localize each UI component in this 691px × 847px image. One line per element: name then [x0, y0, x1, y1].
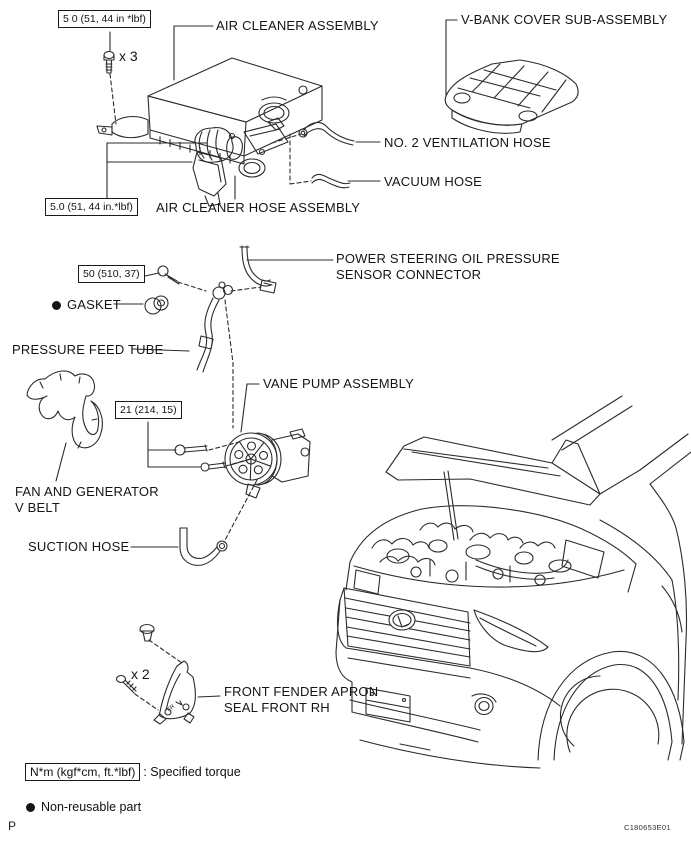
vacuum-hose-drawing	[312, 174, 350, 187]
label-fan-belt-line2: V BELT	[15, 500, 61, 515]
page-letter: P	[8, 819, 17, 833]
label-pressure-feed-tube: PRESSURE FEED TUBE	[12, 342, 164, 357]
air-cleaner-hose-drawing	[195, 118, 288, 177]
label-apron-seal-line2: SEAL FRONT RH	[224, 700, 330, 715]
figure-code: C180653E01	[624, 823, 671, 832]
pressure-feed-tube-drawing	[197, 282, 233, 372]
multiplier-x2: x 2	[131, 666, 150, 682]
label-gasket: GASKET	[67, 297, 121, 312]
label-vacuum-hose: VACUUM HOSE	[384, 174, 483, 189]
label-v-bank-cover: V-BANK COVER SUB-ASSEMBLY	[461, 12, 668, 27]
ventilation-hose-drawing	[299, 123, 354, 145]
gasket-drawing	[145, 296, 168, 314]
v-belt-drawing	[27, 371, 102, 448]
label-apron-seal-line1: FRONT FENDER APRON	[224, 684, 379, 699]
label-suction-hose: SUCTION HOSE	[28, 539, 130, 554]
label-air-cleaner-assembly: AIR CLEANER ASSEMBLY	[216, 18, 379, 33]
vane-pump-drawing	[225, 429, 310, 498]
legend-torque	[25, 763, 241, 781]
torque-box-pressure-feed: 50 (510, 37)	[78, 265, 145, 283]
label-ps-sensor-connector-line2: SENSOR CONNECTOR	[336, 267, 482, 282]
label-gasket-row	[52, 297, 121, 313]
v-bank-cover-drawing	[445, 60, 578, 133]
torque-box-air-cleaner-hose: 5.0 (51, 44 in.*lbf)	[45, 198, 138, 216]
clip-icon	[140, 625, 154, 642]
torque-box-air-cleaner: 5 0 (51, 44 in *lbf)	[58, 10, 151, 28]
legend-torque-symbol: N*m (kgf*cm, ft.*lbf)	[25, 763, 140, 781]
union-bolt-icon	[158, 266, 179, 284]
label-fan-belt	[15, 484, 159, 516]
legend-torque-text: : Specified torque	[143, 765, 241, 779]
label-apron-seal	[224, 684, 378, 716]
non-reusable-dot	[52, 301, 61, 310]
label-fan-belt-line1: FAN AND GENERATOR	[15, 484, 159, 499]
legend-non-reusable-dot	[26, 803, 35, 812]
fr-marking: FR	[166, 703, 177, 714]
label-ps-sensor-connector	[336, 251, 560, 283]
bolt-icon	[104, 52, 114, 74]
label-air-cleaner-hose: AIR CLEANER HOSE ASSEMBLY	[156, 200, 361, 215]
multiplier-x3: x 3	[119, 48, 138, 64]
legend-non-reusable	[26, 800, 141, 814]
vehicle-drawing	[336, 396, 691, 768]
apron-seal-drawing	[154, 661, 195, 724]
ps-sensor-connector-drawing	[240, 246, 276, 293]
assembly-dashed-lines	[110, 74, 311, 710]
leader-lines	[56, 20, 457, 697]
torque-box-vane-pump: 21 (214, 15)	[115, 401, 182, 419]
legend-non-reusable-text: Non-reusable part	[41, 800, 142, 814]
label-ps-sensor-connector-line1: POWER STEERING OIL PRESSURE	[336, 251, 560, 266]
label-ventilation-hose: NO. 2 VENTILATION HOSE	[384, 135, 551, 150]
suction-hose-drawing	[180, 528, 227, 565]
label-vane-pump: VANE PUMP ASSEMBLY	[263, 376, 414, 391]
